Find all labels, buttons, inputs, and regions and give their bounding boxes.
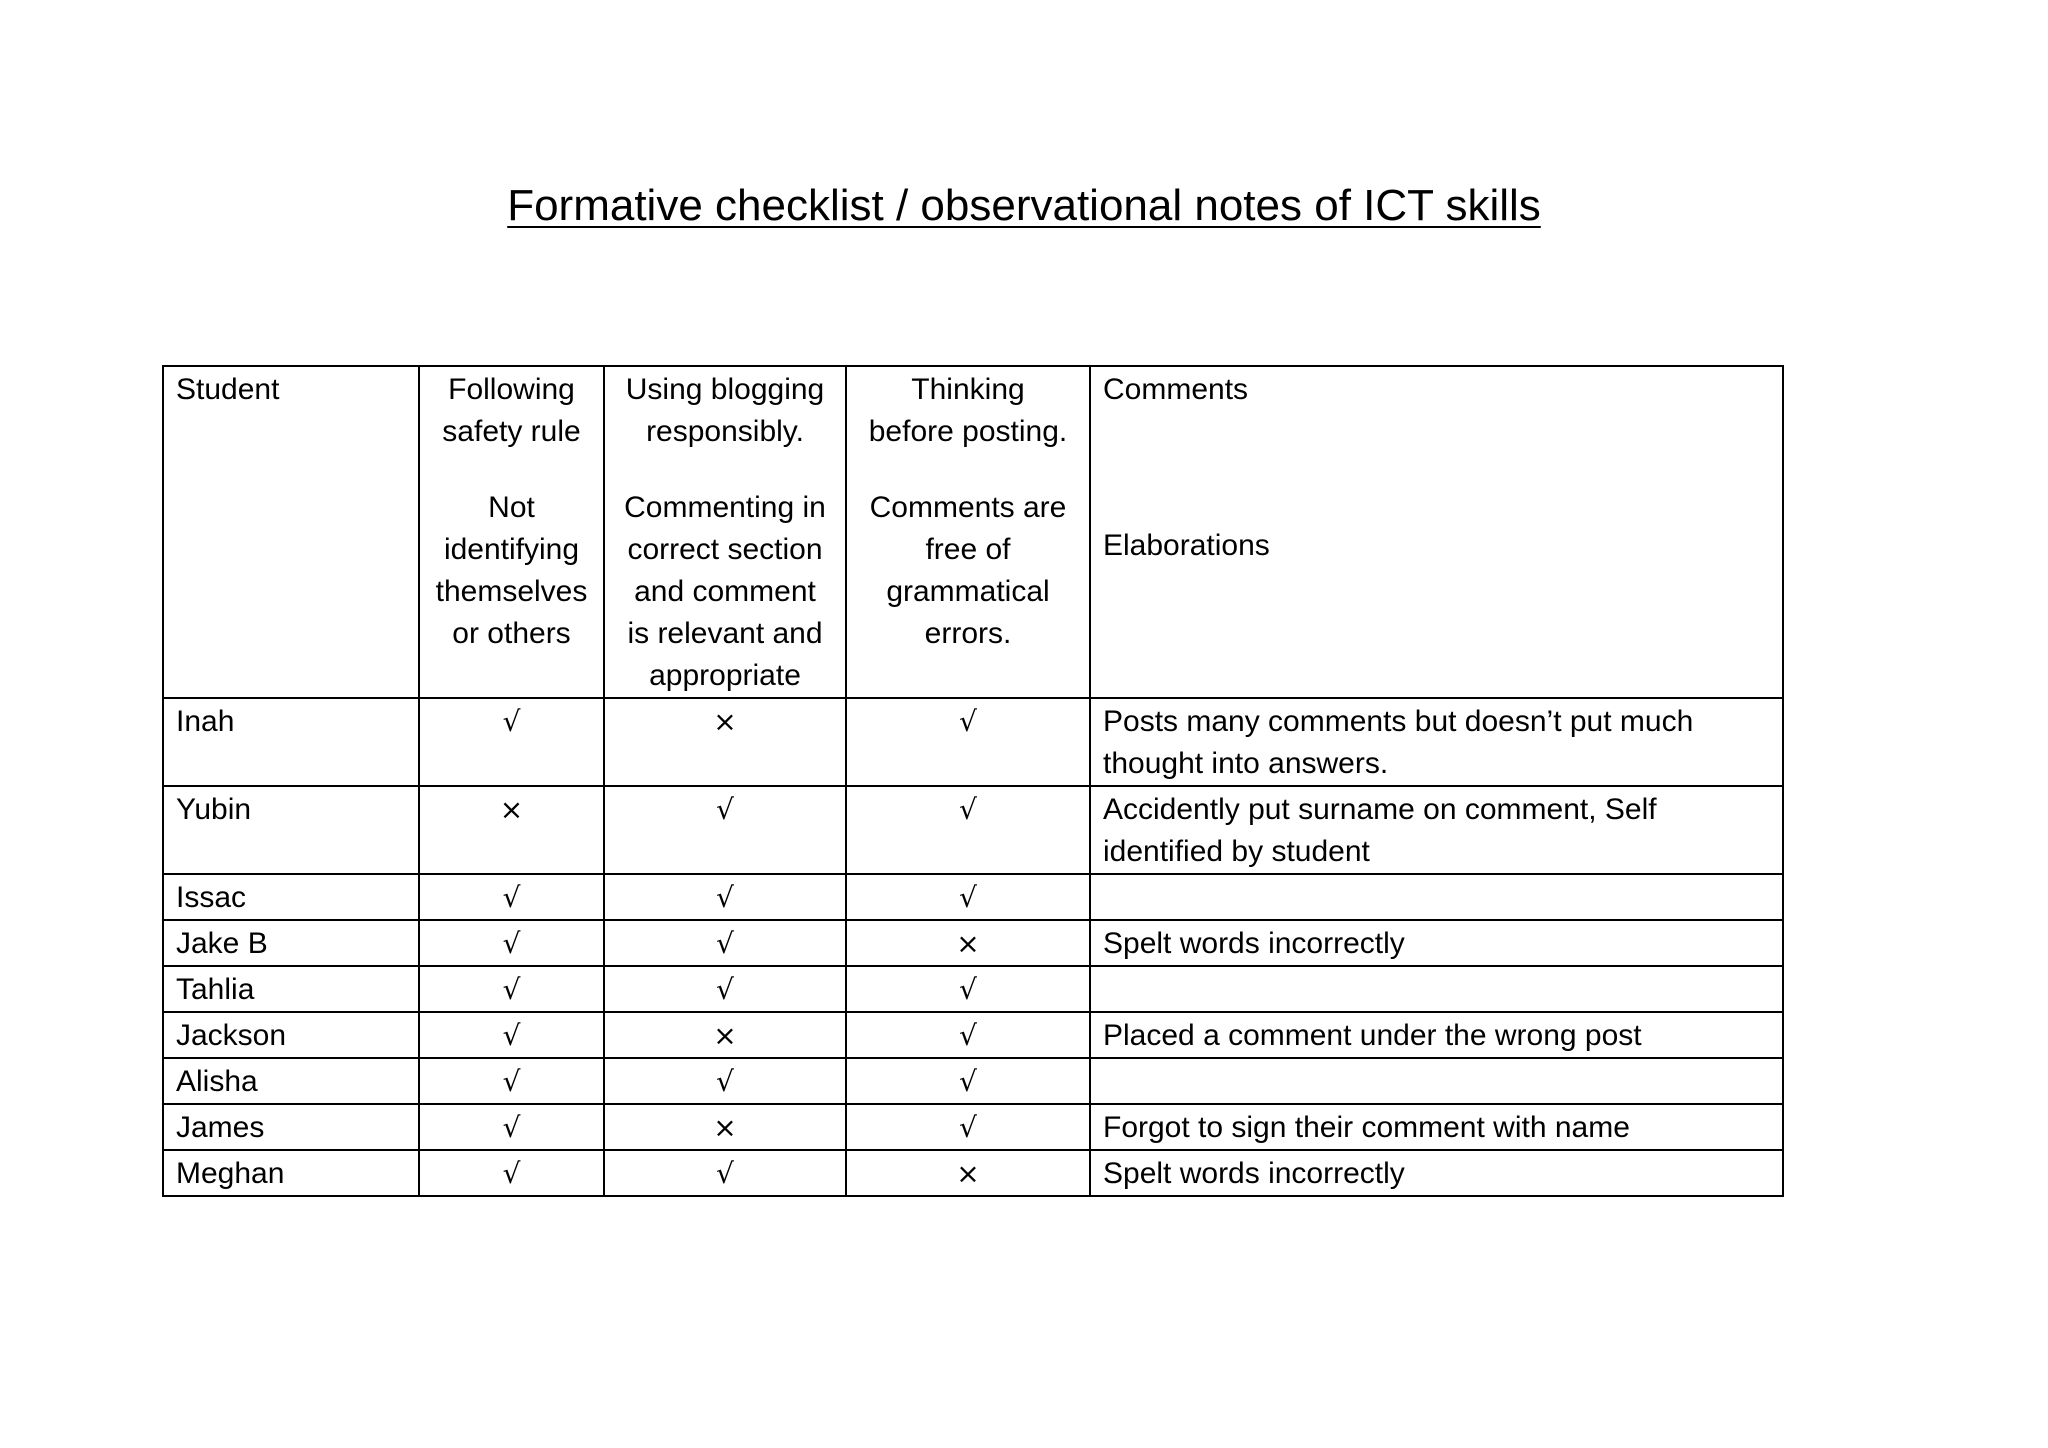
student-name-cell: Inah (163, 698, 419, 786)
mark-icon: √ (959, 1111, 977, 1144)
mark-icon: × (713, 1111, 737, 1144)
mark-icon: √ (502, 705, 521, 738)
comment-cell: Spelt words incorrectly (1090, 920, 1783, 966)
table-row (163, 786, 1783, 874)
header-safety-detail: identifying (443, 533, 580, 566)
blogging-mark-cell (604, 1058, 846, 1104)
mark-icon: × (713, 1019, 737, 1052)
header-comments-detail: Elaborations (1103, 529, 1270, 562)
header-thinking-line: before posting. (868, 415, 1068, 448)
header-comments (1090, 366, 1783, 698)
table-row (163, 874, 1783, 920)
thinking-mark-cell (846, 874, 1090, 920)
table-row (163, 1012, 1783, 1058)
header-student (163, 366, 419, 698)
header-blogging-line: responsibly. (646, 415, 804, 448)
header-blogging-detail: is relevant and (627, 617, 823, 650)
header-comments-line: Comments (1103, 373, 1249, 406)
comment-cell: Accidently put surname on comment, Self identified by student (1090, 786, 1783, 874)
mark-icon: √ (959, 881, 977, 914)
mark-icon: √ (502, 1111, 521, 1144)
mark-icon: √ (716, 1065, 734, 1098)
comment-cell (1090, 874, 1783, 920)
safety-mark-cell (419, 698, 604, 786)
mark-icon: √ (716, 973, 734, 1006)
mark-icon: × (956, 1157, 980, 1190)
mark-icon: × (713, 705, 737, 738)
table-row (163, 920, 1783, 966)
table-row (163, 966, 1783, 1012)
thinking-mark-cell (846, 1150, 1090, 1196)
blogging-mark-cell (604, 1150, 846, 1196)
header-blogging-detail: and comment (634, 575, 816, 608)
table-header-row (163, 366, 1783, 698)
header-safety-detail: or others (452, 617, 571, 650)
blogging-mark-cell (604, 1012, 846, 1058)
safety-mark-cell (419, 920, 604, 966)
student-name-cell: Tahlia (163, 966, 419, 1012)
page-title: Formative checklist / observational notes of ICT skills (507, 181, 1541, 230)
blogging-mark-cell (604, 698, 846, 786)
student-name-cell: Meghan (163, 1150, 419, 1196)
header-safety-line: safety rule (442, 415, 581, 448)
mark-icon: √ (502, 927, 521, 960)
thinking-mark-cell (846, 1104, 1090, 1150)
mark-icon: √ (959, 1065, 977, 1098)
student-name-cell: Yubin (163, 786, 419, 874)
thinking-mark-cell (846, 1012, 1090, 1058)
comment-cell: Posts many comments but doesn’t put much thought into answers. (1090, 698, 1783, 786)
student-name-cell: James (163, 1104, 419, 1150)
mark-icon: √ (502, 1019, 521, 1052)
thinking-mark-cell (846, 966, 1090, 1012)
comment-cell: Placed a comment under the wrong post (1090, 1012, 1783, 1058)
safety-mark-cell (419, 786, 604, 874)
table-row (163, 1150, 1783, 1196)
header-safety (419, 366, 604, 698)
mark-icon: √ (716, 881, 734, 914)
blogging-mark-cell (604, 920, 846, 966)
header-student-label: Student (176, 373, 280, 406)
mark-icon: √ (502, 1065, 521, 1098)
mark-icon: √ (959, 705, 977, 738)
blogging-mark-cell (604, 874, 846, 920)
header-blogging (604, 366, 846, 698)
comment-cell: Forgot to sign their comment with name (1090, 1104, 1783, 1150)
header-thinking-detail: grammatical (886, 575, 1050, 608)
mark-icon: √ (502, 1157, 521, 1190)
header-thinking-detail: Comments are (869, 491, 1067, 524)
table-row (163, 1104, 1783, 1150)
header-thinking-detail: errors. (924, 617, 1012, 650)
student-name-cell: Alisha (163, 1058, 419, 1104)
mark-icon: √ (716, 793, 734, 826)
safety-mark-cell (419, 1012, 604, 1058)
student-name-cell: Issac (163, 874, 419, 920)
student-name-cell: Jackson (163, 1012, 419, 1058)
header-safety-detail: themselves (435, 575, 588, 608)
comment-cell: Spelt words incorrectly (1090, 1150, 1783, 1196)
mark-icon: × (499, 793, 524, 826)
header-safety-line: Following (448, 373, 575, 406)
header-blogging-detail: Commenting in (624, 491, 826, 524)
safety-mark-cell (419, 1150, 604, 1196)
table-row (163, 698, 1783, 786)
header-blogging-detail: appropriate (649, 659, 801, 692)
mark-icon: √ (959, 793, 977, 826)
thinking-mark-cell (846, 698, 1090, 786)
safety-mark-cell (419, 966, 604, 1012)
header-blogging-line: Using blogging (625, 373, 825, 406)
comment-cell (1090, 1058, 1783, 1104)
blogging-mark-cell (604, 1104, 846, 1150)
header-blogging-detail: correct section (627, 533, 823, 566)
mark-icon: √ (959, 973, 977, 1006)
comment-cell (1090, 966, 1783, 1012)
mark-icon: √ (502, 881, 521, 914)
safety-mark-cell (419, 1104, 604, 1150)
thinking-mark-cell (846, 786, 1090, 874)
blogging-mark-cell (604, 786, 846, 874)
header-thinking (846, 366, 1090, 698)
header-thinking-line: Thinking (911, 373, 1025, 406)
mark-icon: √ (502, 973, 521, 1006)
blogging-mark-cell (604, 966, 846, 1012)
checklist-table (162, 365, 1784, 1197)
header-thinking-detail: free of (925, 533, 1011, 566)
thinking-mark-cell (846, 920, 1090, 966)
safety-mark-cell (419, 1058, 604, 1104)
header-safety-detail: Not (488, 491, 535, 524)
student-name-cell: Jake B (163, 920, 419, 966)
mark-icon: √ (716, 1157, 734, 1190)
thinking-mark-cell (846, 1058, 1090, 1104)
table-row (163, 1058, 1783, 1104)
mark-icon: × (956, 927, 980, 960)
mark-icon: √ (959, 1019, 977, 1052)
mark-icon: √ (716, 927, 734, 960)
safety-mark-cell (419, 874, 604, 920)
